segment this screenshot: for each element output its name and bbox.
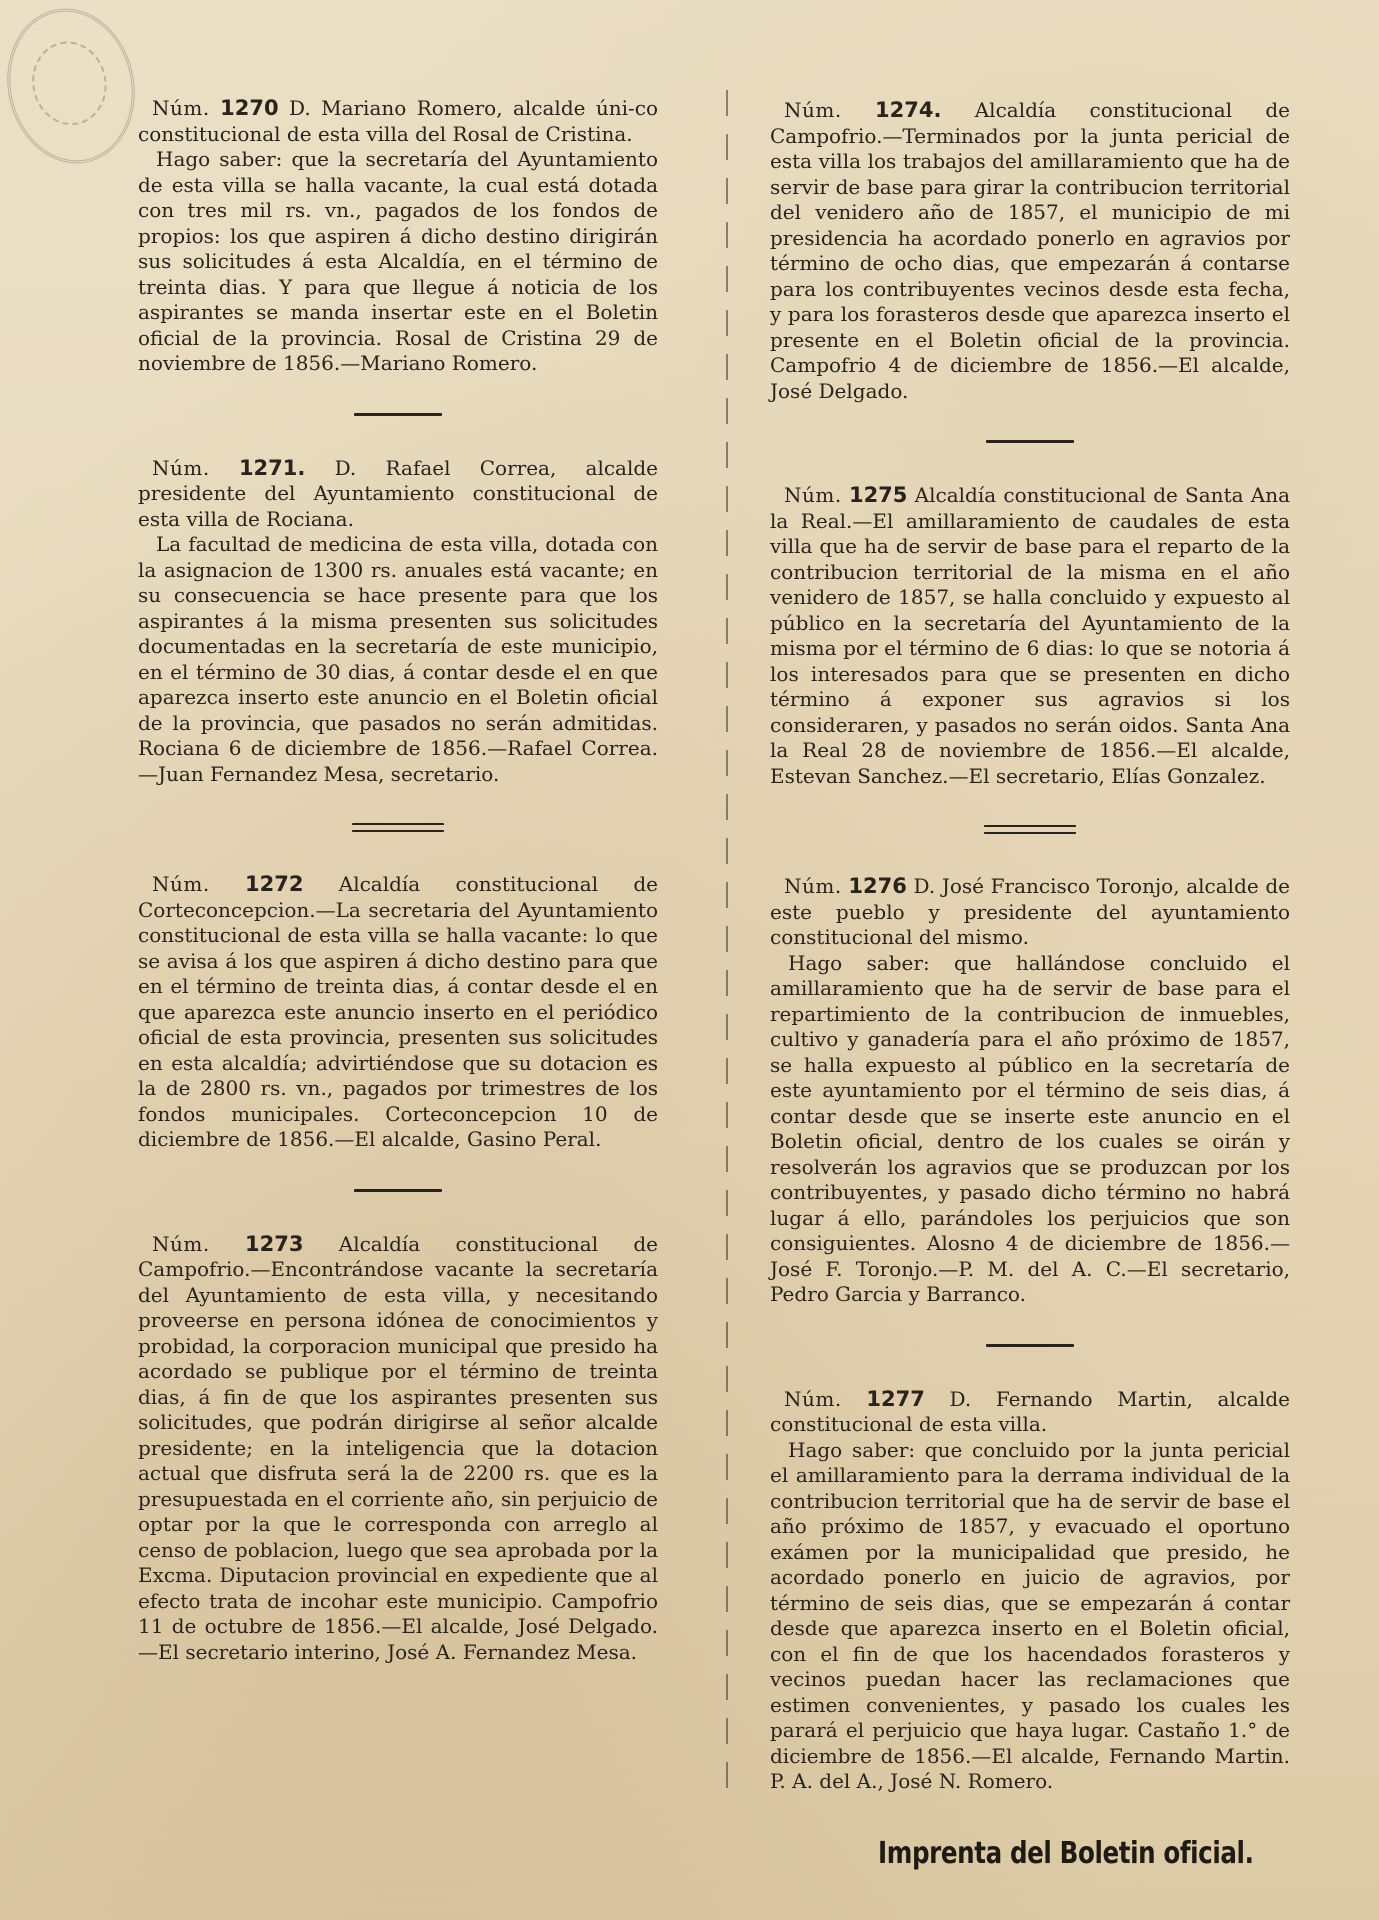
notice-lead <box>138 872 658 1153</box>
notice-1270 <box>138 96 658 377</box>
notice-heading-text: D. Mariano Romero, alcalde úni-co constitucional de esta villa del Rosal de Cristina. <box>138 96 659 146</box>
notice-number: 1275 <box>848 483 908 507</box>
notice-number: 1271. <box>238 455 306 480</box>
notice-number-label: Núm. <box>784 874 842 898</box>
notice-number-label: Núm. <box>152 1231 210 1256</box>
notice-number-label: Núm. <box>784 98 842 122</box>
notice-number-label: Núm. <box>152 96 210 120</box>
section-divider <box>984 825 1076 834</box>
notice-number: 1274. <box>875 98 942 122</box>
notice-heading-text: D. Fernando Martin, alcalde constitucional de esta villa. <box>770 1386 1291 1436</box>
notice-heading-text: D. José Francisco Toronjo, alcalde de este pueblo y presidente del ayuntamiento constitucional del mismo. <box>770 874 1291 949</box>
notice-body: Hago saber: que concluido por la junta pericial el amillaramiento para la derrama individual de la contribucion territorial que ha de servir de base el año próximo de 1857, y evacuado el oportuno exámen por la municipalidad que presido, he acordado ponerlo en juicio de agravios, por término de seis dias, que se empezarán á contar desde que aparezca inserto en el Boletin oficial, con el fin de que los hacendados forasteros y vecinos puedan hacer las reclamaciones que estimen convenientes, y pasado los cuales les parará el perjuicio que haya lugar. Castaño 1.° de diciembre de 1856.—El alcalde, Fernando Martin. P. A. del A., José N. Romero. <box>770 1437 1290 1793</box>
notice-number-label: Núm. <box>784 483 842 507</box>
section-divider <box>986 1344 1074 1347</box>
notice-lead <box>138 456 658 533</box>
notice-number-label: Núm. <box>784 1386 842 1411</box>
notice-number: 1276 <box>848 874 907 898</box>
printer-imprint: Imprenta del Boletin oficial. <box>878 1836 1254 1871</box>
notice-body: Hago saber: que hallándose concluido el amillaramiento que ha de servir de base para el repartimiento de la contribucion de inmuebles, cultivo y ganadería para el año próximo de 1857, se halla expuesto al público en la secretaría de este ayuntamiento por el término de seis dias, á contar desde que se inserte este anuncio en el Boletin oficial, dentro de los cuales se oirán y resolverán los agravios que se produzcan por los contribuyentes, y pasado dicho término no habrá lugar á ello, parándoles los perjuicios que son consiguientes. Alosno 4 de diciembre de 1856.—José F. Toronjo.—P. M. del A. C.—El secretario, Pedro Garcia y Barranco. <box>770 950 1290 1306</box>
notice-1273 <box>138 1232 658 1666</box>
notice-lead <box>770 1387 1290 1438</box>
notice-lead <box>770 483 1290 789</box>
notice-body: La facultad de medicina de esta villa, dotada con la asignacion de 1300 rs. anuales está vacante; en su consecuencia se hace presente para que los aspirantes á la misma presenten sus solicitudes documentadas en la secretaría de este municipio, en el término de 30 dias, á contar desde el en que aparezca inserto este anuncio en el Boletin oficial de la provincia, que pasados no serán admitidas. Rociana 6 de diciembre de 1856.—Rafael Correa.—Juan Fernandez Mesa, secretario. <box>138 532 658 786</box>
notice-number: 1272 <box>245 872 304 896</box>
notice-heading-text: D. Rafael Correa, alcalde presidente del Ayuntamiento constitucional de esta villa de Rociana. <box>138 455 659 531</box>
notice-heading-text: Alcaldía constitucional de Corteconcepcion.—La secretaria del Ayuntamiento constitucional de esta villa se halla vacante: lo que se avisa á los que aspiren á dicho destino para que en el término de treinta dias, á contar desde el en que aparezca este anuncio inserto en el periódico oficial de esta provincia, presenten sus solicitudes en esta alcaldía; advirtiéndose que su dotacion es la de 2800 rs. vn., pagados por trimestres de los fondos municipales. Corteconcepcion 10 de diciembre de 1856.—El alcalde, Gasino Peral. <box>138 872 659 1151</box>
notice-lead <box>770 98 1290 404</box>
notice-heading-text: Alcaldía constitucional de Santa Ana la Real.—El amillaramiento de caudales de esta villa que ha de servir de base para el reparto de la contribucion territorial de la misma en el año venidero de 1857, se halla concluido y expuesto al público en la secretaría del Ayuntamiento de la misma por el término de 6 dias: lo que se notoria á los interesados para que se presenten en dicho término á exponer sus agravios si los consideraren, y pasados no serán oidos. Santa Ana la Real 28 de noviembre de 1856.—El alcalde, Estevan Sanchez.—El secretario, Elías Gonzalez. <box>770 483 1291 788</box>
notice-body: Hago saber: que la secretaría del Ayuntamiento de esta villa se halla vacante, la cual está dotada con tres mil rs. vn., pagados de los fondos de propios: los que aspiren á dicho destino dirigirán sus solicitudes á esta Alcaldía, en el término de treinta dias. Y para que llegue á noticia de los aspirantes se manda insertar este en el Boletin oficial de la provincia. Rosal de Cristina 29 de noviembre de 1856.—Mariano Romero. <box>138 147 658 375</box>
column-divider <box>726 90 728 1790</box>
notice-number-label: Núm. <box>152 455 210 480</box>
notice-lead <box>138 96 658 147</box>
section-divider <box>986 440 1074 443</box>
archive-stamp-inner <box>24 34 114 132</box>
notice-number-label: Núm. <box>152 872 210 896</box>
notice-1274 <box>770 98 1290 404</box>
notice-heading-text: Alcaldía constitucional de Campofrio.—Encontrándose vacante la secretaría del Ayuntamiento de esta villa, y necesitando proveerse en persona idónea de conocimientos y probidad, la corporacion municipal que presido ha acordado se publique por el término de treinta dias, á fin de que los aspirantes presenten sus solicitudes, que podrán dirigirse al señor alcalde presidente; en la inteligencia que la dotacion actual que disfruta será la de 2200 rs. que es la presupuestada en el corriente año, sin perjuicio de optar por la que le corresponda con arreglo al censo de poblacion, luego que sea aprobada por la Excma. Diputacion provincial en expediente que al efecto trata de incohar este municipio. Campofrio 11 de octubre de 1856.—El alcalde, José Delgado.—El secretario interino, José A. Fernandez Mesa. <box>138 1231 659 1664</box>
notice-1275 <box>770 483 1290 789</box>
notice-heading-text: Alcaldía constitucional de Campofrio.—Terminados por la junta pericial de esta villa los trabajos del amillaramiento que ha de servir de base para girar la contribucion territorial del venidero año de 1857, el municipio de mi presidencia ha acordado ponerlo en agravios por término de ocho dias, que empezarán á contarse para los contribuyentes vecinos desde esta fecha, y para los forasteros desde que aparezca inserto el presente en el Boletin oficial de la provincia. Campofrio 4 de diciembre de 1856.—El alcalde, José Delgado. <box>770 98 1291 403</box>
right-column <box>770 98 1290 1795</box>
section-divider <box>354 413 442 416</box>
left-column <box>138 96 658 1665</box>
notice-lead <box>138 1232 658 1666</box>
notice-1276 <box>770 874 1290 1308</box>
notice-number: 1273 <box>245 1231 304 1256</box>
archive-stamp <box>0 0 149 175</box>
notice-1272 <box>138 872 658 1153</box>
notice-1277 <box>770 1387 1290 1795</box>
section-divider <box>354 1189 442 1192</box>
notice-lead <box>770 874 1290 951</box>
notice-1271 <box>138 456 658 788</box>
section-divider <box>352 823 444 832</box>
notice-number: 1277 <box>866 1386 925 1411</box>
notice-number: 1270 <box>220 96 279 120</box>
